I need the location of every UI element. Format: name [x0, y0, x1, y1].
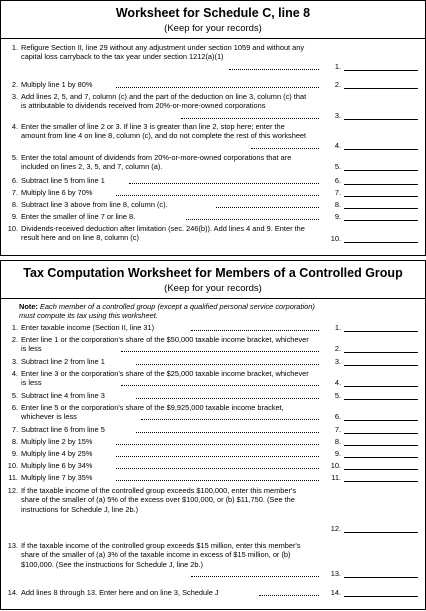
- answer-field[interactable]: [344, 88, 418, 89]
- line-text: Multiply line 6 by 70%: [21, 188, 93, 197]
- line-text: Refigure Section II, line 29 without any adjustment under section 1059 and without any capital loss carryback to the tax year under section 1212(a)(1): [21, 43, 305, 62]
- schedule-c-line8-worksheet: [0, 0, 426, 256]
- line-text: Enter line 1 or the corporation's share of the $50,000 taxable income bracket, whichever is less: [21, 335, 309, 354]
- line-number: 11.: [8, 473, 18, 482]
- answer-field[interactable]: [344, 220, 418, 221]
- answer-field[interactable]: [344, 149, 418, 150]
- line-text: Enter the smaller of line 7 or line 8.: [21, 212, 136, 221]
- line-text: Subtract line 6 from line 5: [21, 425, 105, 434]
- answer-line-number: 7.: [334, 188, 341, 197]
- leader-dots: [136, 364, 319, 365]
- answer-field[interactable]: [344, 208, 418, 209]
- leader-dots: [116, 468, 319, 469]
- answer-field[interactable]: [344, 433, 418, 434]
- leader-dots: [216, 207, 319, 208]
- answer-field[interactable]: [344, 596, 418, 597]
- answer-field[interactable]: [344, 386, 418, 387]
- line-number: 13.: [7, 541, 18, 550]
- answer-line-number: 6.: [334, 176, 341, 185]
- answer-field[interactable]: [344, 445, 418, 446]
- line-number: 1.: [11, 43, 18, 52]
- answer-line-number: 14.: [330, 588, 341, 597]
- line-text: If the taxable income of the controlled group exceeds $100,000, enter this member's share of the smaller of (a) 5% of the excess over $100,000, or (b) $11,750. (See the instructions for Schedule J, line 2b.): [21, 486, 297, 514]
- answer-line-number: 4.: [334, 141, 341, 150]
- answer-line-number: 8.: [334, 437, 341, 446]
- line-text: Enter the total amount of dividends from 20%-or-more-owned corporations that are included on lines 2, 3, 5, and 7, column (a).: [21, 153, 292, 172]
- worksheet-subtitle: (Keep for your records): [164, 283, 262, 294]
- line-number: 8.: [11, 200, 18, 209]
- title-divider: [1, 298, 425, 299]
- answer-line-number: 8.: [334, 200, 341, 209]
- line-text: Add lines 2, 5, and 7, column (c) and the part of the deduction on line 3, column (c) that is attributable to dividends received from 20%-or-more-owned corporations: [21, 92, 307, 111]
- answer-line-number: 10.: [330, 461, 341, 470]
- line-text: Subtract line 3 above from line 8, column (c).: [21, 200, 168, 209]
- leader-dots: [229, 69, 319, 70]
- line-text: Multiply line 6 by 34%: [21, 461, 93, 470]
- answer-field[interactable]: [344, 196, 418, 197]
- answer-line-number: 7.: [334, 425, 341, 434]
- worksheet-title: Worksheet for Schedule C, line 8: [115, 6, 311, 20]
- line-number: 12.: [7, 486, 18, 495]
- leader-dots: [259, 595, 319, 596]
- line-text: Add lines 8 through 13. Enter here and on line 3, Schedule J: [21, 588, 219, 597]
- line-text: Subtract line 5 from line 1: [21, 176, 105, 185]
- answer-field[interactable]: [344, 469, 418, 470]
- line-text: Enter the smaller of line 2 or 3. If line 3 is greater than line 2, stop here; enter the amount from line 4 on line 8, column (c), and do not complete the rest of this worksheet: [21, 122, 307, 141]
- answer-field[interactable]: [344, 70, 418, 71]
- line-text: Enter line 5 or the corporation's share of the $9,925,000 taxable income bracket, whichever is less: [21, 403, 284, 422]
- line-text: Multiply line 2 by 15%: [21, 437, 93, 446]
- answer-field[interactable]: [344, 365, 418, 366]
- line-number: 10.: [7, 461, 18, 470]
- answer-line-number: 9.: [334, 449, 341, 458]
- answer-field[interactable]: [344, 532, 418, 533]
- answer-line-number: 6.: [334, 412, 341, 421]
- line-text: Multiply line 4 by 25%: [21, 449, 93, 458]
- answer-line-number: 3.: [334, 111, 341, 120]
- answer-line-number: 1.: [334, 62, 341, 71]
- line-text: Multiply line 1 by 80%: [21, 80, 93, 89]
- answer-line-number: 13.: [330, 569, 341, 578]
- answer-field[interactable]: [344, 577, 418, 578]
- line-number: 1.: [11, 323, 18, 332]
- line-number: 5.: [11, 391, 18, 400]
- worksheet-subtitle: (Keep for your records): [164, 23, 262, 34]
- answer-field[interactable]: [344, 457, 418, 458]
- line-number: 7.: [11, 188, 18, 197]
- line-text: Dividends-received deduction after limitation (sec. 246(b)). Add lines 4 and 9. Enter the result here and on line 8, column (c): [21, 224, 305, 243]
- answer-field[interactable]: [344, 170, 418, 171]
- line-number: 9.: [11, 212, 18, 221]
- answer-line-number: 1.: [334, 323, 341, 332]
- line-number: 2.: [11, 80, 18, 89]
- answer-field[interactable]: [344, 184, 418, 185]
- leader-dots: [121, 351, 319, 352]
- answer-line-number: 9.: [334, 212, 341, 221]
- line-number: 6.: [11, 176, 18, 185]
- leader-dots: [141, 419, 319, 420]
- line-number: 2.: [11, 335, 18, 344]
- line-number: 14.: [7, 588, 18, 597]
- line-text: If the taxable income of the controlled group exceeds $15 million, enter this member's share of the smaller of (a) 3% of the taxable income in excess of $15 million, or (b) $100,000. (See the instructions for Schedule J, line 2b.): [21, 541, 301, 569]
- line-number: 3.: [11, 357, 18, 366]
- line-text: Subtract line 4 from line 3: [21, 391, 105, 400]
- note-text: Each member of a controlled group (except a qualified personal service corporation) must compute its tax using this worksheet.: [19, 302, 315, 321]
- answer-line-number: 2.: [334, 80, 341, 89]
- leader-dots: [191, 330, 319, 331]
- line-number: 3.: [11, 92, 18, 101]
- line-text: Multiply line 7 by 35%: [21, 473, 93, 482]
- line-number: 9.: [11, 449, 18, 458]
- answer-line-number: 12.: [330, 524, 341, 533]
- line-text: Subtract line 2 from line 1: [21, 357, 105, 366]
- answer-line-number: 5.: [334, 162, 341, 171]
- leader-dots: [136, 432, 319, 433]
- answer-field[interactable]: [344, 119, 418, 120]
- answer-line-number: 4.: [334, 378, 341, 387]
- leader-dots: [121, 385, 319, 386]
- line-number: 4.: [11, 122, 18, 131]
- title-divider: [1, 38, 425, 39]
- line-number: 6.: [11, 403, 18, 412]
- leader-dots: [116, 456, 319, 457]
- line-number: 8.: [11, 437, 18, 446]
- answer-field[interactable]: [344, 481, 418, 482]
- answer-field[interactable]: [344, 399, 418, 400]
- answer-field[interactable]: [344, 420, 418, 421]
- answer-line-number: 2.: [334, 344, 341, 353]
- answer-line-number: 3.: [334, 357, 341, 366]
- leader-dots: [116, 480, 319, 481]
- worksheet-title: Tax Computation Worksheet for Members of a Controlled Group: [23, 266, 403, 280]
- answer-field[interactable]: [344, 352, 418, 353]
- leader-dots: [136, 398, 319, 399]
- leader-dots: [129, 183, 319, 184]
- leader-dots: [181, 118, 319, 119]
- leader-dots: [116, 195, 319, 196]
- line-number: 4.: [11, 369, 18, 378]
- line-number: 7.: [11, 425, 18, 434]
- answer-field[interactable]: [344, 242, 418, 243]
- line-text: Enter taxable income (Section II, line 31): [21, 323, 155, 332]
- answer-line-number: 5.: [334, 391, 341, 400]
- line-number: 5.: [11, 153, 18, 162]
- leader-dots: [191, 576, 319, 577]
- controlled-group-tax-worksheet: [0, 260, 426, 610]
- leader-dots: [251, 148, 319, 149]
- line-text: Enter line 3 or the corporation's share of the $25,000 taxable income bracket, whichever is less: [21, 369, 309, 388]
- note-label: Note:: [19, 302, 38, 311]
- line-number: 10.: [7, 224, 18, 233]
- answer-line-number: 11.: [331, 473, 341, 482]
- leader-dots: [116, 444, 319, 445]
- leader-dots: [116, 87, 319, 88]
- leader-dots: [186, 219, 319, 220]
- worksheet-note: [19, 302, 319, 321]
- answer-field[interactable]: [344, 331, 418, 332]
- answer-line-number: 10.: [330, 234, 341, 243]
